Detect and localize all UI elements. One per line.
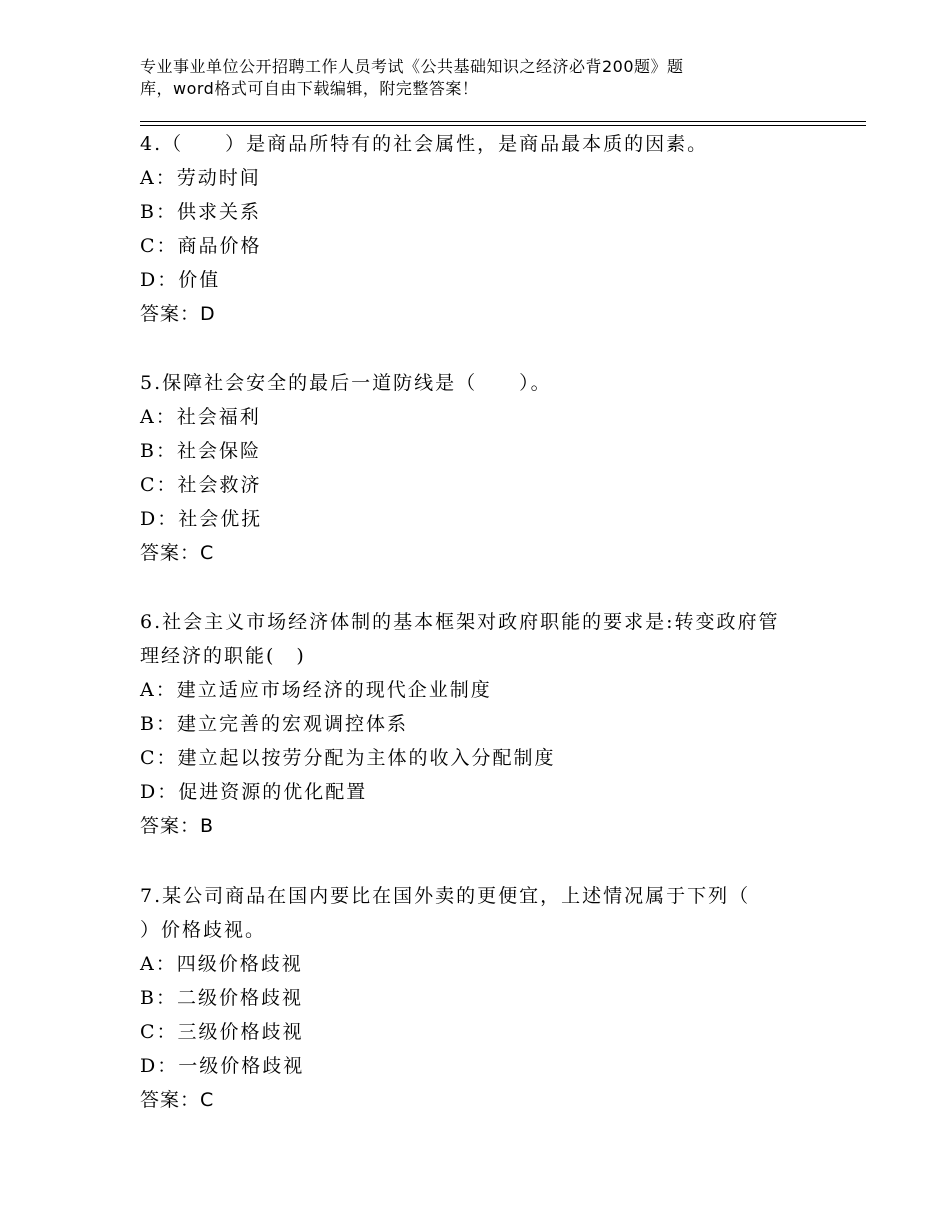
- option-c: C：商品价格: [140, 235, 262, 257]
- document-header: [140, 56, 780, 100]
- question-stem-line-2: 理经济的职能( ): [140, 645, 306, 667]
- option-a: A：四级价格歧视: [140, 953, 303, 975]
- question-5: [140, 366, 820, 570]
- option-d: D：促进资源的优化配置: [140, 781, 368, 803]
- answer-label: 答案：C: [140, 1089, 215, 1111]
- option-d: D：一级价格歧视: [140, 1055, 305, 1077]
- header-divider-top: [140, 121, 866, 122]
- header-divider-bottom: [140, 125, 866, 126]
- option-b: B：二级价格歧视: [140, 987, 303, 1009]
- option-a: A：社会福利: [140, 406, 261, 428]
- answer-label: 答案：C: [140, 542, 215, 564]
- header-title-line-2: 库，word格式可自由下载编辑，附完整答案！: [140, 79, 479, 98]
- option-c: C：建立起以按劳分配为主体的收入分配制度: [140, 747, 556, 769]
- option-c: C：三级价格歧视: [140, 1021, 304, 1043]
- option-b: B：社会保险: [140, 440, 261, 462]
- answer-label: 答案：D: [140, 303, 216, 325]
- question-stem-line-2: ）价格歧视。: [140, 919, 267, 941]
- question-4: [140, 127, 820, 331]
- option-d: D：价值: [140, 269, 221, 291]
- option-a: A：建立适应市场经济的现代企业制度: [140, 679, 492, 701]
- option-a: A：劳动时间: [140, 167, 261, 189]
- question-7: [140, 879, 820, 1117]
- question-stem-line-1: 6.社会主义市场经济体制的基本框架对政府职能的要求是:转变政府管: [140, 611, 780, 633]
- question-6: [140, 605, 820, 843]
- question-stem-line-1: 7.某公司商品在国内要比在国外卖的更便宜，上述情况属于下列（: [140, 885, 751, 907]
- option-c: C：社会救济: [140, 474, 262, 496]
- option-b: B：供求关系: [140, 201, 261, 223]
- option-b: B：建立完善的宏观调控体系: [140, 713, 408, 735]
- question-stem: 5.保障社会安全的最后一道防线是（ ）。: [140, 372, 552, 394]
- answer-label: 答案：B: [140, 815, 215, 837]
- question-stem: 4.（ ）是商品所特有的社会属性，是商品最本质的因素。: [140, 133, 709, 155]
- option-d: D：社会优抚: [140, 508, 263, 530]
- header-title-line-1: 专业事业单位公开招聘工作人员考试《公共基础知识之经济必背200题》题: [140, 57, 684, 76]
